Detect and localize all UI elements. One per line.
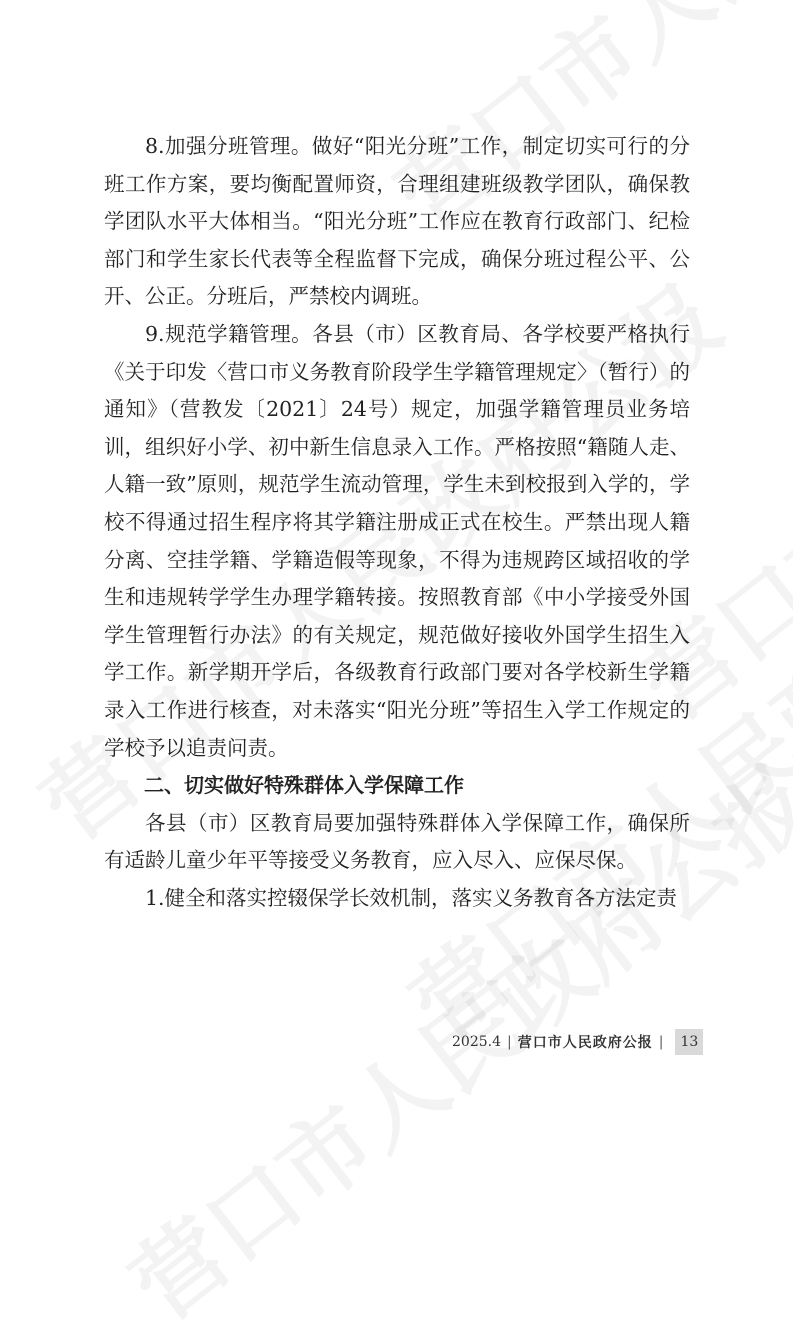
paragraph-special-groups: 各县（市）区教育局要加强特殊群体入学保障工作，确保所有适龄儿童少年平等接受义务教育，应入尽入、应保尽保。 — [104, 810, 690, 873]
issue-number: 2025.4 — [452, 1034, 501, 1050]
body-text — [104, 128, 690, 917]
journal-title: 营口市人民政府公报 — [517, 1035, 653, 1051]
section-heading: 二、切实做好特殊群体入学保障工作 — [144, 773, 464, 798]
footer-separator: | — [658, 1034, 664, 1050]
paragraph-student-records: 9.规范学籍管理。各县（市）区教育局、各学校要严格执行《关于印发〈营口市义务教育阶段学生学籍管理规定〉（暂行）的通知》（营教发〔2021〕24号）规定，加强学籍管理员业务培训，组织好小学、初中新生信息录入工作。严格按照“籍随人走、人籍一致”原则，规范学生流动管理，学生未到校报到入学的，学校不得通过招生程序将其学籍注册成正式在校生。严禁出现人籍分离、空挂学籍、学籍造假等现象，不得为违规跨区域招收的学生和违规转学学生办理学籍转接。按照教育部《中小学接受外国学生管理暂行办法》的有关规定，规范做好接收外国学生招生入学工作。新学期开学后，各级教育行政部门要对各学校新生学籍录入工作进行核查，对未落实“阳光分班”等招生入学工作规定的学校予以追责问责。 — [104, 321, 690, 760]
page-footer — [452, 1029, 703, 1055]
page-number: 13 — [675, 1029, 703, 1055]
paragraph-class-assignment: 8.加强分班管理。做好“阳光分班”工作，制定切实可行的分班工作方案，要均衡配置师资，合理组建班级教学团队，确保教学团队水平大体相当。“阳光分班”工作应在教育行政部门、纪检部门和学生家长代表等全程监督下完成，确保分班过程公平、公开、公正。分班后，严禁校内调班。 — [104, 134, 690, 309]
footer-separator: | — [507, 1034, 512, 1050]
paragraph-dropout-control: 1.健全和落实控辍保学长效机制，落实义务教育各方法定责 — [145, 885, 678, 910]
